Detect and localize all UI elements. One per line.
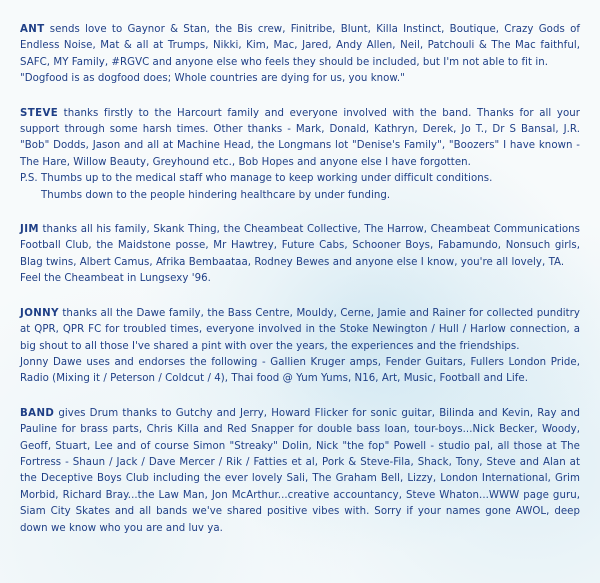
section-ant [20,22,580,88]
section-body [20,306,580,355]
section-body [20,406,580,537]
thanks-text-block [20,22,580,555]
section-text: thanks all the Dawe family, the Bass Centre, Mouldy, Cerne, Jamie and Rainer for collected punditry at QPR, QPR FC for troubled times, everyone involved in the Stoke Newington / Hull / Harlow connection, a big shout to all those I've shared a pint with over the years, the experiences and the friendships. [20,307,580,352]
section-text: thanks firstly to the Harcourt family and everyone involved with the band. Thanks for all your support through some harsh times. Other thanks - Mark, Donald, Kathryn, Derek, Jo T., Dr S Bansal, J.R. "Bob" Dodds, Jason and all at Machine Head, the Longmans lot "Denise's Family", "Boozers" I have known - The Hare, Willow Beauty, Greyhound etc., Bob Hopes and anyone else I have forgotten. [20,107,580,168]
section-body [20,22,580,71]
section-text: gives Drum thanks to Gutchy and Jerry, Howard Flicker for sonic guitar, Bilinda and Kevin, Ray and Pauline for brass parts, Chris Killa and Red Snapper for double bass loan, tour-boys...Nick Becker, Woody, Geoff, Stuart, Lee and of course Simon "Streaky" Dolin, Nick "the fop" Powell - studio pal, all those at The Fortress - Shaun / Jack / Dave Mercer / Rik / Fatties et al, Pork & Steve-Fila, Shack, Tony, Steve and Alan at the Deceptive Boys Club including the ever lovely Sali, The Graham Bell, Lizzy, London International, Grim Morbid, Richard Bray...the Law Man, Jon McArthur...creative accountancy, Steve Whaton...WWW page guru, Siam City Skates and all bands we've shared positive vibes with. Sorry if your names gone AWOL, deep down we know who you are and luv ya. [20,407,580,534]
section-name: ANT [20,24,45,35]
section-jim [20,222,580,288]
section-body [20,106,580,172]
section-extra-line: Feel the Cheambeat in Lungsexy '96. [20,273,211,285]
section-extra-line: Jonny Dawe uses and endorses the following - Gallien Kruger amps, Fender Guitars, Fullers London Pride, Radio (Mixing it / Peterson / Coldcut / 4), Thai food @ Yum Yums, N16, Art, Music, Football and Life. [20,356,580,385]
section-name: BAND [20,407,55,419]
section-steve [20,106,580,204]
section-name: JIM [20,224,39,236]
section-name: JONNY [20,307,59,319]
section-extra-line: "Dogfood is as dogfood does; Whole countries are dying for us, you know." [20,73,405,85]
section-indented-line: Thumbs down to the people hindering healthcare by under funding. [41,189,391,201]
section-extra-line: P.S. Thumbs up to the medical staff who manage to keep working under difficult conditions. [20,173,493,185]
section-jonny [20,306,580,388]
section-band [20,406,580,537]
section-name: STEVE [20,107,59,119]
section-text: sends love to Gaynor & Stan, the Bis crew, Finitribe, Blunt, Killa Instinct, Boutique, Crazy Gods of Endless Noise, Mat & all at Trumps, Nikki, Kim, Mac, Jared, Andy Allen, Neil, Patchouli & The Mac faithful, SAFC, MY Family, #RGVC and anyone else who feels they should be included, but I'm not able to fit in. [20,24,580,68]
section-body [20,222,580,271]
section-text: thanks all his family, Skank Thing, the Cheambeat Collective, The Harrow, Cheambeat Communications Football Club, the Maidstone posse, Mr Hawtrey, Future Cabs, Schooner Boys, Fabamundo, Nonsuch girls, Blag twins, Albert Camus, Afrika Bembaataa, Rodney Bewes and anyone else I know, you're all lovely, TA. [20,224,580,268]
